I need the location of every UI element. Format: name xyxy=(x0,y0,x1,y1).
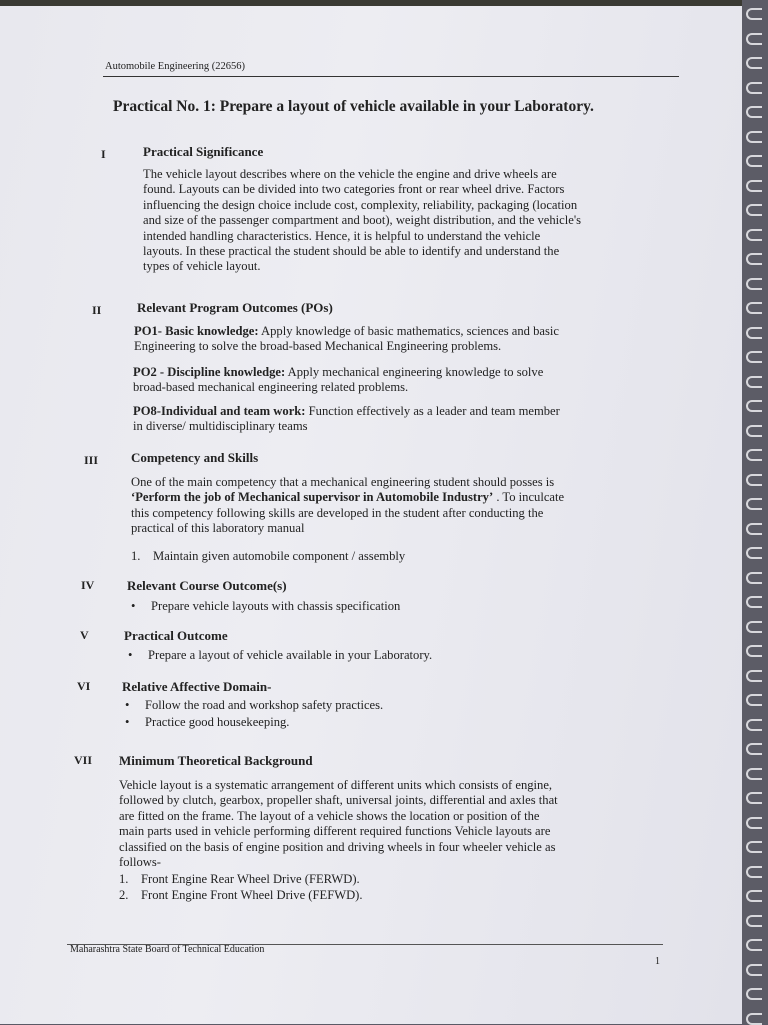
binding-ring xyxy=(746,792,762,804)
list-text: Prepare a layout of vehicle available in your Laboratory. xyxy=(148,648,433,662)
list-text: Follow the road and workshop safety practices. xyxy=(145,698,384,712)
binding-ring xyxy=(746,180,762,192)
page-title: Practical No. 1: Prepare a layout of vehicle available in your Laboratory. xyxy=(113,98,594,115)
binding-ring xyxy=(746,131,762,143)
text-line: . To inculcate xyxy=(493,490,565,505)
running-header: Automobile Engineering (22656) xyxy=(105,61,245,72)
list-text: Prepare vehicle layouts with chassis specification xyxy=(151,599,401,613)
binding-ring xyxy=(746,82,762,94)
po-text: in diverse/ multidisciplinary teams xyxy=(133,419,308,434)
text-line: classified on the basis of engine position and driving wheels in four wheeler vehicle as xyxy=(119,839,556,854)
section-numeral: I xyxy=(101,147,106,161)
binding-ring xyxy=(746,351,762,363)
theory-text xyxy=(119,778,665,870)
text-line: main parts used in vehicle performing different required functions Vehicle layouts are xyxy=(119,824,551,839)
footer-organization: Maharashtra State Board of Technical Education xyxy=(70,944,265,955)
binding-ring xyxy=(746,817,762,829)
section-numeral: V xyxy=(80,628,89,642)
section-heading: Practical Significance xyxy=(143,144,264,159)
binding-ring xyxy=(746,743,762,755)
section-heading: Competency and Skills xyxy=(131,450,259,465)
po-label: PO2 - Discipline knowledge: xyxy=(133,365,286,379)
binding-ring xyxy=(746,376,762,388)
list-number: 1. xyxy=(131,549,141,563)
binding-ring xyxy=(746,425,762,437)
binding-ring xyxy=(746,719,762,731)
list-text: Front Engine Front Wheel Drive (FEFWD). xyxy=(141,888,363,902)
list-item xyxy=(128,648,432,663)
binding-ring xyxy=(746,155,762,167)
list-item xyxy=(131,599,400,614)
binding-ring xyxy=(746,1013,762,1025)
competency-statement: ‘Perform the job of Mechanical supervisor in Automobile Industry’ xyxy=(131,490,494,505)
binding-ring xyxy=(746,866,762,878)
list-text: Maintain given automobile component / assembly xyxy=(153,549,406,563)
binding-ring xyxy=(746,33,762,45)
text-line: intended handling characteristics. Hence, it is helpful to understand the vehicle xyxy=(143,228,541,243)
section-numeral: VI xyxy=(77,679,91,693)
binding-ring xyxy=(746,939,762,951)
list-item xyxy=(125,715,289,730)
binding-ring xyxy=(746,645,762,657)
po-text: Engineering to solve the broad-based Mechanical Engineering problems. xyxy=(134,339,502,354)
list-number: 1. xyxy=(119,872,129,886)
list-item xyxy=(119,888,363,903)
text-line: found. Layouts can be divided into two categories front or rear wheel drive. Factors xyxy=(143,182,565,197)
po-text: broad-based mechanical engineering related problems. xyxy=(133,380,409,395)
spiral-binding xyxy=(742,0,768,1024)
text-line: influencing the design choice include cost, complexity, reliability, packaging (location xyxy=(143,197,578,212)
text-line: practical of this laboratory manual xyxy=(131,521,305,536)
bullet-icon: • xyxy=(131,599,136,613)
binding-ring xyxy=(746,670,762,682)
binding-ring xyxy=(746,694,762,706)
binding-ring xyxy=(746,474,762,486)
binding-ring xyxy=(746,449,762,461)
text-line: and size of the passenger compartment and boot), weight distribution, and the vehicle's xyxy=(143,213,582,228)
po-label: PO8-Individual and team work: xyxy=(133,404,306,418)
po1 xyxy=(134,324,674,355)
section-numeral: II xyxy=(92,303,102,317)
binding-ring xyxy=(746,768,762,780)
section-heading: Relevant Program Outcomes (POs) xyxy=(137,300,333,315)
text-line: followed by clutch, gearbox, propeller shaft, universal joints, differential and axles that xyxy=(119,793,558,808)
text-line: this competency following skills are developed in the student after conducting the xyxy=(131,505,544,520)
binding-ring xyxy=(746,106,762,118)
page-number: 1 xyxy=(655,956,660,967)
text-line: layouts. In these practical the student should be able to identify and understand the xyxy=(143,244,560,259)
binding-ring xyxy=(746,523,762,535)
text-line: The vehicle layout describes where on the vehicle the engine and drive wheels are xyxy=(143,167,557,181)
section-heading: Practical Outcome xyxy=(124,628,228,643)
binding-ring xyxy=(746,890,762,902)
binding-ring xyxy=(746,400,762,412)
po-text: Function effectively as a leader and team member xyxy=(305,404,560,418)
binding-ring xyxy=(746,278,762,290)
list-text: Front Engine Rear Wheel Drive (FERWD). xyxy=(141,872,360,886)
bullet-icon: • xyxy=(125,715,130,729)
text-line: Vehicle layout is a systematic arrangement of different units which consists of engine, xyxy=(119,778,553,792)
text-line: follows- xyxy=(119,855,161,870)
section-heading: Minimum Theoretical Background xyxy=(119,753,313,768)
text-line: One of the main competency that a mechanical engineering student should posses is xyxy=(131,475,555,489)
list-item xyxy=(119,872,360,887)
list-item xyxy=(125,698,383,713)
binding-ring xyxy=(746,596,762,608)
list-text: Practice good housekeeping. xyxy=(145,715,290,729)
binding-ring xyxy=(746,229,762,241)
po-text: Apply knowledge of basic mathematics, sciences and basic xyxy=(258,324,559,338)
text-line: are fitted on the frame. The layout of a vehicle shows the location or position of the xyxy=(119,808,540,823)
binding-ring xyxy=(746,302,762,314)
binding-ring xyxy=(746,572,762,584)
po-label: PO1- Basic knowledge: xyxy=(134,324,259,338)
binding-ring xyxy=(746,964,762,976)
binding-ring xyxy=(746,915,762,927)
binding-ring xyxy=(746,988,762,1000)
binding-ring xyxy=(746,8,762,20)
list-item xyxy=(131,549,405,564)
document-page xyxy=(0,6,742,1024)
text-line: types of vehicle layout. xyxy=(143,259,261,274)
binding-ring xyxy=(746,57,762,69)
binding-ring xyxy=(746,547,762,559)
binding-ring xyxy=(746,204,762,216)
binding-ring xyxy=(746,253,762,265)
section-numeral: III xyxy=(84,453,99,467)
competency-text xyxy=(131,475,671,537)
po2 xyxy=(133,365,676,396)
bullet-icon: • xyxy=(128,648,133,662)
section-heading: Relevant Course Outcome(s) xyxy=(127,578,287,593)
list-number: 2. xyxy=(119,888,129,902)
header-rule xyxy=(103,76,679,77)
binding-ring xyxy=(746,841,762,853)
po8 xyxy=(133,404,676,435)
section-heading: Relative Affective Domain- xyxy=(122,679,272,694)
practical-significance-text xyxy=(143,167,676,275)
binding-ring xyxy=(746,327,762,339)
bullet-icon: • xyxy=(125,698,130,712)
section-numeral: IV xyxy=(81,578,95,592)
binding-ring xyxy=(746,621,762,633)
po-text: Apply mechanical engineering knowledge to solve xyxy=(285,365,544,379)
section-numeral: VII xyxy=(74,753,93,767)
binding-ring xyxy=(746,498,762,510)
